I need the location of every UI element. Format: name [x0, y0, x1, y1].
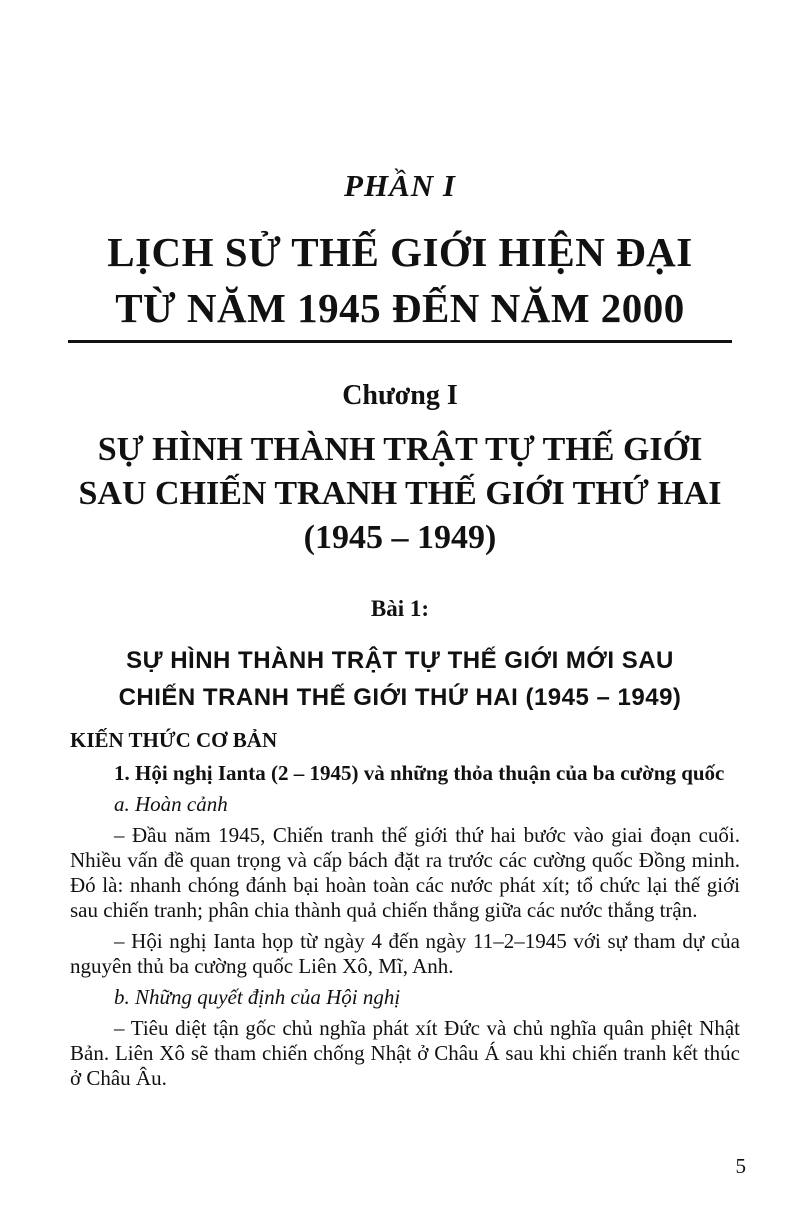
- part-label: PHẦN I: [344, 168, 456, 203]
- part-title: [0, 224, 800, 336]
- body-text: [70, 728, 740, 1097]
- chapter-title: [0, 428, 800, 560]
- lesson-title-line: CHIẾN TRANH THẾ GIỚI THỨ HAI (1945 – 1949): [118, 684, 682, 711]
- section-heading: KIẾN THỨC CƠ BẢN: [70, 728, 278, 752]
- paragraph: – Tiêu diệt tận gốc chủ nghĩa phát xít Đức và chủ nghĩa quân phiệt Nhật Bản. Liên Xô sẽ tham chiến chống Nhật ở Châu Á sau khi chiến tranh kết thúc ở Châu Âu.: [70, 1016, 740, 1090]
- item-heading: 1. Hội nghị Ianta (2 – 1945) và những thỏa thuận của ba cường quốc: [114, 761, 725, 785]
- part-title-line: LỊCH SỬ THẾ GIỚI HIỆN ĐẠI: [107, 229, 693, 275]
- chapter-title-line: SAU CHIẾN TRANH THẾ GIỚI THỨ HAI: [78, 475, 722, 512]
- page-number: 5: [735, 1154, 746, 1178]
- paragraph: – Hội nghị Ianta họp từ ngày 4 đến ngày 11–2–1945 với sự tham dự của nguyên thủ ba cường quốc Liên Xô, Mĩ, Anh.: [70, 929, 740, 978]
- subheading-a: a. Hoàn cảnh: [114, 792, 228, 816]
- chapter-label: Chương I: [342, 380, 458, 411]
- horizontal-divider: [68, 340, 732, 343]
- lesson-label: Bài 1:: [370, 596, 430, 621]
- lesson-title-line: SỰ HÌNH THÀNH TRẬT TỰ THẾ GIỚI MỚI SAU: [126, 647, 674, 674]
- chapter-title-line: SỰ HÌNH THÀNH TRẬT TỰ THẾ GIỚI: [97, 431, 703, 468]
- lesson-title: [0, 642, 800, 716]
- part-title-line: TỪ NĂM 1945 ĐẾN NĂM 2000: [115, 285, 685, 331]
- chapter-title-line: (1945 – 1949): [303, 519, 497, 556]
- subheading-b: b. Những quyết định của Hội nghị: [114, 985, 401, 1009]
- paragraph: – Đầu năm 1945, Chiến tranh thế giới thứ hai bước vào giai đoạn cuối. Nhiều vấn đề quan trọng và cấp bách đặt ra trước các cường quốc Đồng minh. Đó là: nhanh chóng đánh bại hoàn toàn các nước phát xít; tổ chức lại thế giới sau chiến tranh; phân chia thành quả chiến thắng giữa các nước thắng trận.: [70, 823, 740, 922]
